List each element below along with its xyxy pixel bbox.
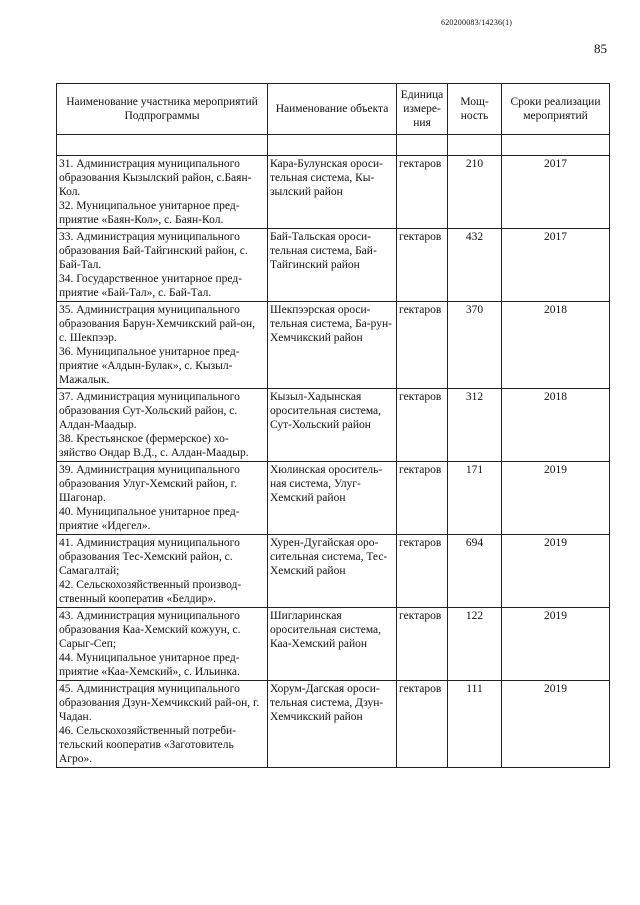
year-cell: 2017 xyxy=(502,156,610,229)
year-cell: 2017 xyxy=(502,229,610,302)
participant-line: 45. Администрация муниципального образования Дзун-Хемчикский рай-он, г. Чадан. xyxy=(59,683,260,723)
capacity-cell: 111 xyxy=(448,681,502,768)
participant-line: 41. Администрация муниципального образования Тес-Хемский район, с. Самагалтай; xyxy=(59,537,240,577)
participant-line: 37. Администрация муниципального образования Сут-Хольский район, с. Алдан-Маадыр. xyxy=(59,391,240,431)
capacity-cell: 210 xyxy=(448,156,502,229)
object-cell: Шекпээрская ороси-тельная система, Ба-рун-Хемчикский район xyxy=(268,302,397,389)
participant-cell xyxy=(57,462,268,535)
object-cell: Кызыл-Хадынская оросительная система, Сут-Хольский район xyxy=(268,389,397,462)
object-cell: Шигларинская оросительная система, Каа-Хемский район xyxy=(268,608,397,681)
year-cell: 2019 xyxy=(502,608,610,681)
capacity-cell: 171 xyxy=(448,462,502,535)
table-row xyxy=(57,302,610,389)
unit-cell: гектаров xyxy=(397,608,448,681)
document-code: 620200083/14236(1) xyxy=(441,18,513,27)
empty-cell xyxy=(502,135,610,156)
participant-cell xyxy=(57,681,268,768)
header-timeline: Сроки реализации мероприятий xyxy=(502,84,610,135)
unit-cell: гектаров xyxy=(397,156,448,229)
participant-cell xyxy=(57,229,268,302)
table-row xyxy=(57,608,610,681)
participant-line: 33. Администрация муниципального образования Бай-Тайгинский район, с. Бай-Тал. xyxy=(59,231,248,271)
year-cell: 2018 xyxy=(502,389,610,462)
empty-cell xyxy=(448,135,502,156)
unit-cell: гектаров xyxy=(397,389,448,462)
participant-line: 38. Крестьянское (фермерское) хо-зяйство Ондар В.Д., с. Алдан-Маадыр. xyxy=(59,433,249,459)
table-row xyxy=(57,389,610,462)
capacity-cell: 694 xyxy=(448,535,502,608)
participant-cell xyxy=(57,156,268,229)
participant-line: 36. Муниципальное унитарное пред-приятие «Алдын-Булак», с. Кызыл-Мажалык. xyxy=(59,346,240,386)
capacity-cell: 122 xyxy=(448,608,502,681)
object-cell: Кара-Булунская ороси-тельная система, Кы-зылский район xyxy=(268,156,397,229)
participant-cell xyxy=(57,608,268,681)
object-cell: Хюлинская ороситель-ная система, Улуг-Хемский район xyxy=(268,462,397,535)
empty-cell xyxy=(57,135,268,156)
unit-cell: гектаров xyxy=(397,462,448,535)
participant-line: 34. Государственное унитарное пред-приятие «Бай-Тал», с. Бай-Тал. xyxy=(59,273,243,299)
object-cell: Хорум-Дагская ороси-тельная система, Дзун-Хемчикский район xyxy=(268,681,397,768)
participant-line: 44. Муниципальное унитарное пред-приятие «Каа-Хемский», с. Ильинка. xyxy=(59,652,240,678)
object-cell: Хурен-Дугайская оро-сительная система, Тес-Хемский район xyxy=(268,535,397,608)
participant-line: 40. Муниципальное унитарное пред-приятие «Идегел». xyxy=(59,506,240,532)
capacity-cell: 432 xyxy=(448,229,502,302)
participant-cell xyxy=(57,302,268,389)
participant-line: 46. Сельскохозяйственный потреби-тельский кооператив «Заготовитель Агро». xyxy=(59,725,237,765)
participant-line: 35. Администрация муниципального образования Барун-Хемчикский рай-он, с. Шекпээр. xyxy=(59,304,255,344)
table-row xyxy=(57,535,610,608)
table-row xyxy=(57,229,610,302)
unit-cell: гектаров xyxy=(397,681,448,768)
participant-line: 43. Администрация муниципального образования Каа-Хемский кожуун, с. Сарыг-Сеп; xyxy=(59,610,241,650)
table-spacer-row xyxy=(57,135,610,156)
capacity-cell: 312 xyxy=(448,389,502,462)
participant-line: 32. Муниципальное унитарное пред-приятие «Баян-Кол», с. Баян-Кол. xyxy=(59,200,240,226)
object-cell: Бай-Тальская ороси-тельная система, Бай-Тайгинский район xyxy=(268,229,397,302)
empty-cell xyxy=(397,135,448,156)
capacity-cell: 370 xyxy=(448,302,502,389)
table-row xyxy=(57,681,610,768)
program-measures-table xyxy=(56,83,610,768)
year-cell: 2019 xyxy=(502,681,610,768)
participant-line: 31. Администрация муниципального образования Кызылский район, с.Баян-Кол. xyxy=(59,158,252,198)
unit-cell: гектаров xyxy=(397,229,448,302)
header-participant: Наименование участника мероприятий Подпрограммы xyxy=(57,84,268,135)
participant-cell xyxy=(57,535,268,608)
year-cell: 2019 xyxy=(502,462,610,535)
table-row xyxy=(57,156,610,229)
unit-cell: гектаров xyxy=(397,302,448,389)
table-row xyxy=(57,462,610,535)
unit-cell: гектаров xyxy=(397,535,448,608)
empty-cell xyxy=(268,135,397,156)
header-object: Наименование объекта xyxy=(268,84,397,135)
participant-line: 42. Сельскохозяйственный производ-ственный кооператив «Белдир». xyxy=(59,579,242,605)
participant-cell xyxy=(57,389,268,462)
table-header-row xyxy=(57,84,610,135)
header-unit: Единица измере-ния xyxy=(397,84,448,135)
page-number: 85 xyxy=(594,41,607,56)
participant-line: 39. Администрация муниципального образования Улуг-Хемский район, г. Шагонар. xyxy=(59,464,240,504)
year-cell: 2019 xyxy=(502,535,610,608)
header-capacity: Мощ-ность xyxy=(448,84,502,135)
year-cell: 2018 xyxy=(502,302,610,389)
